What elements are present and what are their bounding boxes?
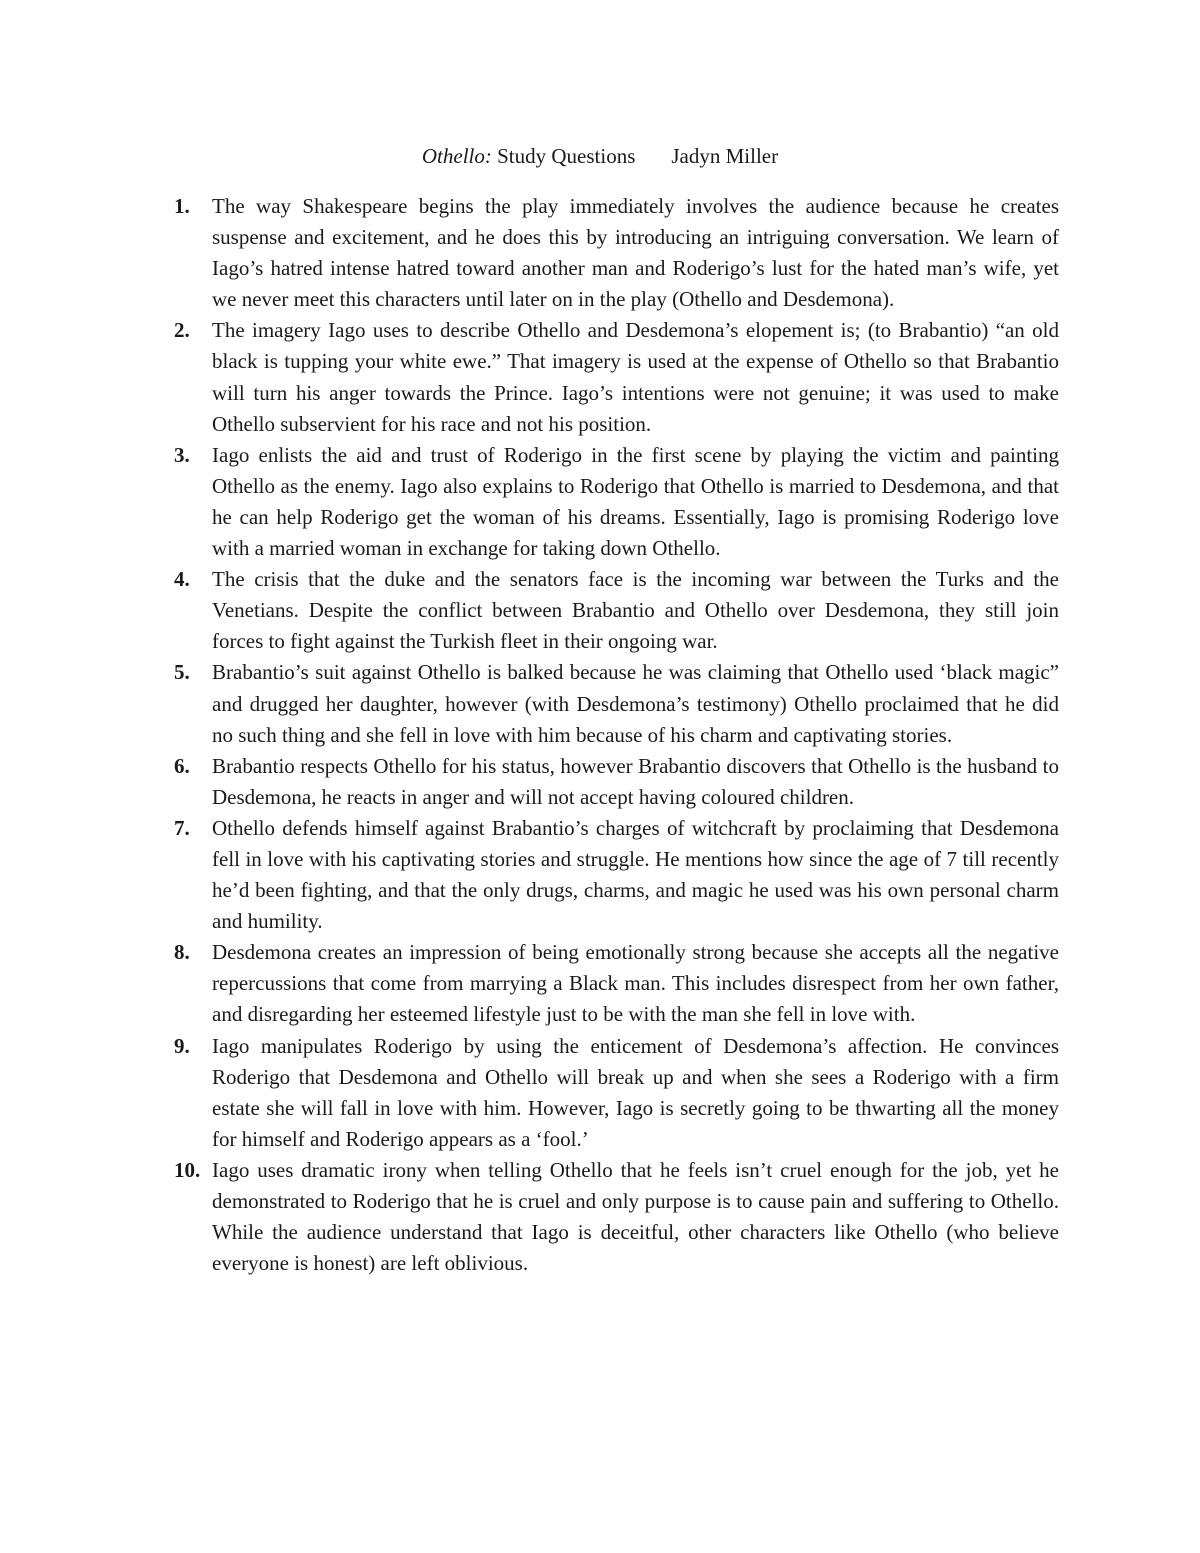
question-answer-text: Brabantio’s suit against Othello is balked because he was claiming that Othello used ‘black magic” and drugged her daughter, however (with Desdemona’s testimony) Othello proclaimed that he did no such thing and she fell in love with him because of his charm and captivating stories. (212, 660, 1059, 747)
question-number: 4. (174, 567, 190, 592)
question-item-4 (170, 564, 1059, 657)
question-number: 9. (174, 1033, 190, 1058)
document-title-rest: Study Questions (491, 144, 636, 168)
question-number: 5. (174, 660, 190, 685)
question-number: 3. (174, 442, 190, 467)
question-answer-text: The way Shakespeare begins the play immediately involves the audience because he creates suspense and excitement, and he does this by introducing an intriguing conversation. We learn of Iago’s hatred intense hatred toward another man and Roderigo’s lust for the hated man’s wife, yet we never meet this characters until later on in the play (Othello and Desdemona). (212, 194, 1059, 312)
question-item-10 (170, 1155, 1059, 1279)
question-item-6 (170, 751, 1059, 813)
document-author: Jadyn Miller (671, 144, 779, 168)
question-answer-text: The imagery Iago uses to describe Othello and Desdemona’s elopement is; (to Brabantio) “an old black is tupping your white ewe.” That imagery is used at the expense of Othello so that Brabantio will turn his anger towards the Prince. Iago’s intentions were not genuine; it was used to make Othello subservient for his race and not his position. (212, 318, 1059, 436)
question-answer-text: Iago manipulates Roderigo by using the enticement of Desdemona’s affection. He convinces Roderigo that Desdemona and Othello will break up and when she sees a Roderigo with a firm estate she will fall in love with him. However, Iago is secretly going to be thwarting all the money for himself and Roderigo appears as a ‘fool.’ (212, 1033, 1059, 1151)
question-answer-text: The crisis that the duke and the senators face is the incoming war between the Turks and the Venetians. Despite the conflict between Brabantio and Othello over Desdemona, they still join forces to fight against the Turkish fleet in their ongoing war. (212, 567, 1059, 654)
question-number: 6. (174, 753, 190, 778)
question-item-7 (170, 813, 1059, 937)
question-answer-text: Desdemona creates an impression of being emotionally strong because she accepts all the negative repercussions that come from marrying a Black man. This includes disrespect from her own father, and disregarding her esteemed lifestyle just to be with the man she fell in love with. (212, 940, 1059, 1027)
question-item-5 (170, 657, 1059, 750)
question-number: 1. (174, 194, 190, 218)
question-number: 7. (174, 815, 190, 840)
question-answer-text: Othello defends himself against Brabantio’s charges of witchcraft by proclaiming that Desdemona fell in love with his captivating stories and struggle. He mentions how since the age of 7 till recently he’d been fighting, and that the only drugs, charms, and magic he used was his own personal charm and humility. (212, 815, 1059, 934)
question-item-2 (170, 315, 1059, 439)
study-questions-list (170, 191, 1059, 1279)
question-answer-text: Iago uses dramatic irony when telling Othello that he feels isn’t cruel enough for the job, yet he demonstrated to Roderigo that he is cruel and only purpose is to cause pain and suffering to Othello. While the audience understand that Iago is deceitful, other characters like Othello (who believe everyone is honest) are left oblivious. (212, 1157, 1059, 1276)
question-answer-text: Iago enlists the aid and trust of Roderigo in the first scene by playing the victim and painting Othello as the enemy. Iago also explains to Roderigo that Othello is married to Desdemona, and that he can help Roderigo get the woman of his dreams. Essentially, Iago is promising Roderigo love with a married woman in exchange for taking down Othello. (212, 442, 1059, 561)
question-item-1 (170, 191, 1059, 315)
question-item-8 (170, 937, 1059, 1030)
document-title-italic: Othello: (421, 144, 492, 168)
question-number: 8. (174, 940, 190, 965)
question-number: 2. (174, 318, 190, 343)
question-item-3 (170, 440, 1059, 564)
question-number: 10. (174, 1157, 201, 1182)
document-header (0, 140, 1200, 172)
question-item-9 (170, 1031, 1059, 1155)
question-answer-text: Brabantio respects Othello for his status, however Brabantio discovers that Othello is the husband to Desdemona, he reacts in anger and will not accept having coloured children. (212, 753, 1059, 809)
